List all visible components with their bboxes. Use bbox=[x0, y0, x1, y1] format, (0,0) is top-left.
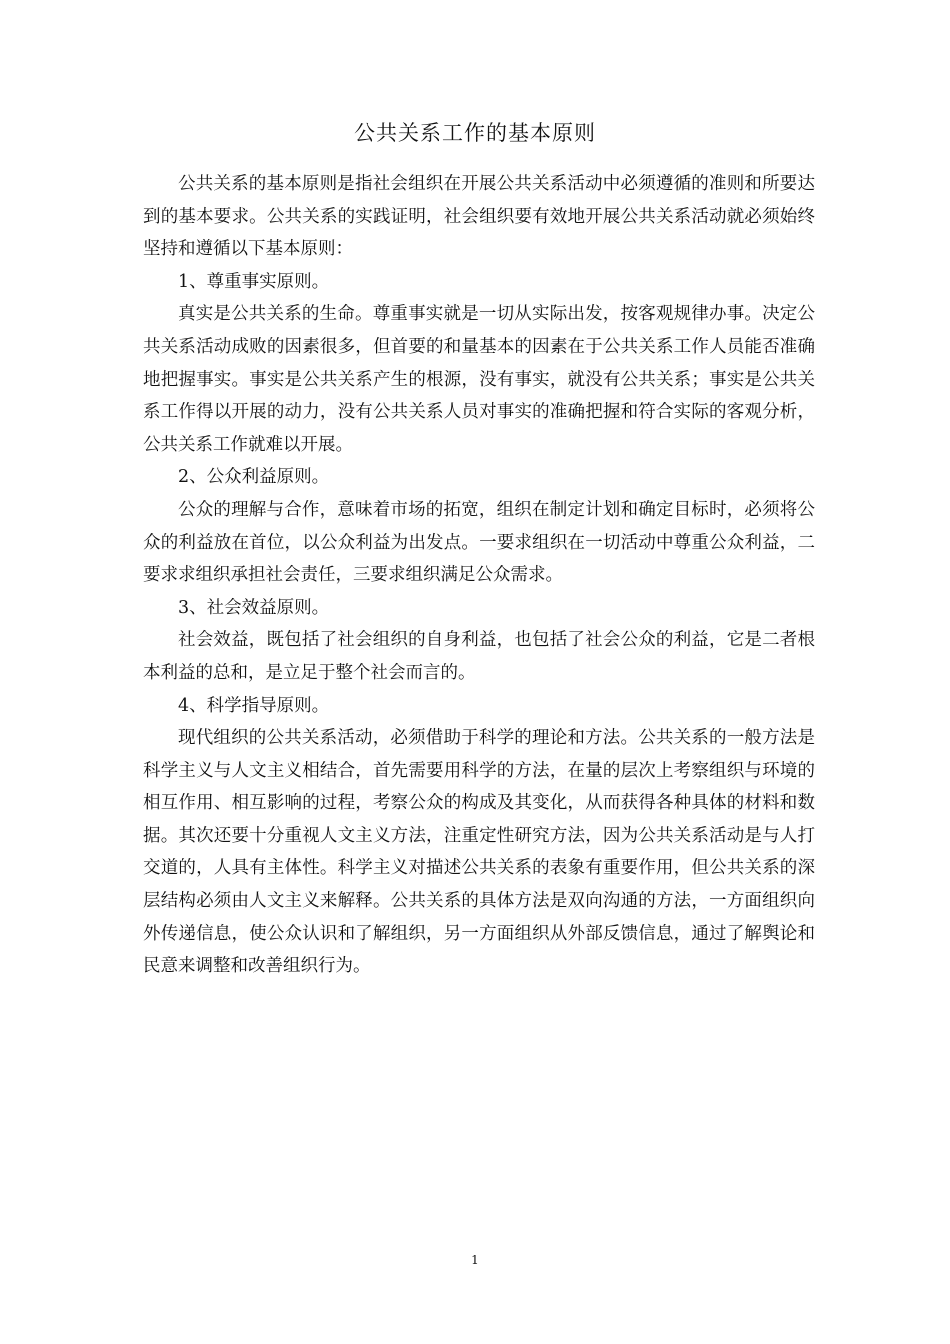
document-title: 公共关系工作的基本原则 bbox=[354, 121, 596, 145]
page-number: 1 bbox=[471, 1253, 479, 1267]
section-heading-3: 3、社会效益原则。 bbox=[178, 597, 330, 618]
section-heading-2: 2、公众利益原则。 bbox=[178, 467, 330, 488]
section-paragraph-1: 真实是公共关系的生命。尊重事实就是一切从实际出发，按客观规律办事。决定公共关系活动成败的因素很多，但首要的和量基本的因素在于公共关系工作人员能否准确地把握事实。事实是公共关系产生的根源，没有事实，就没有公共关系；事实是公共关系工作得以开展的动力，没有公共关系人员对事实的准确把握和符合实际的客观分析，公共关系工作就难以开展。 bbox=[143, 304, 815, 455]
intro-paragraph: 公共关系的基本原则是指社会组织在开展公共关系活动中必须遵循的准则和所要达到的基本要求。公共关系的实践证明，社会组织要有效地开展公共关系活动就必须始终坚持和遵循以下基本原则： bbox=[143, 174, 815, 260]
section-paragraph-4: 现代组织的公共关系活动，必须借助于科学的理论和方法。公共关系的一般方法是科学主义与人文主义相结合，首先需要用科学的方法，在量的层次上考察组织与环境的相互作用、相互影响的过程，考察公众的构成及其变化，从而获得各种具体的材料和数据。其次还要十分重视人文主义方法，注重定性研究方法，因为公共关系活动是与人打交道的，人具有主体性。科学主义对描述公共关系的表象有重要作用，但公共关系的深层结构必须由人文主义来解释。公共关系的具体方法是双向沟通的方法，一方面组织向外传递信息，使公众认识和了解组织，另一方面组织从外部反馈信息，通过了解舆论和民意来调整和改善组织行为。 bbox=[143, 728, 815, 977]
section-paragraph-3: 社会效益，既包括了社会组织的自身利益，也包括了社会公众的利益，它是二者根本利益的总和，是立足于整个社会而言的。 bbox=[143, 630, 815, 683]
section-heading-1: 1、尊重事实原则。 bbox=[178, 271, 330, 292]
section-heading-4: 4、科学指导原则。 bbox=[178, 695, 330, 716]
section-paragraph-2: 公众的理解与合作，意味着市场的拓宽，组织在制定计划和确定目标时，必须将公众的利益放在首位，以公众利益为出发点。一要求组织在一切活动中尊重公众利益，二要求求组织承担社会责任，三要求组织满足公众需求。 bbox=[143, 499, 815, 586]
document-body bbox=[143, 168, 815, 983]
